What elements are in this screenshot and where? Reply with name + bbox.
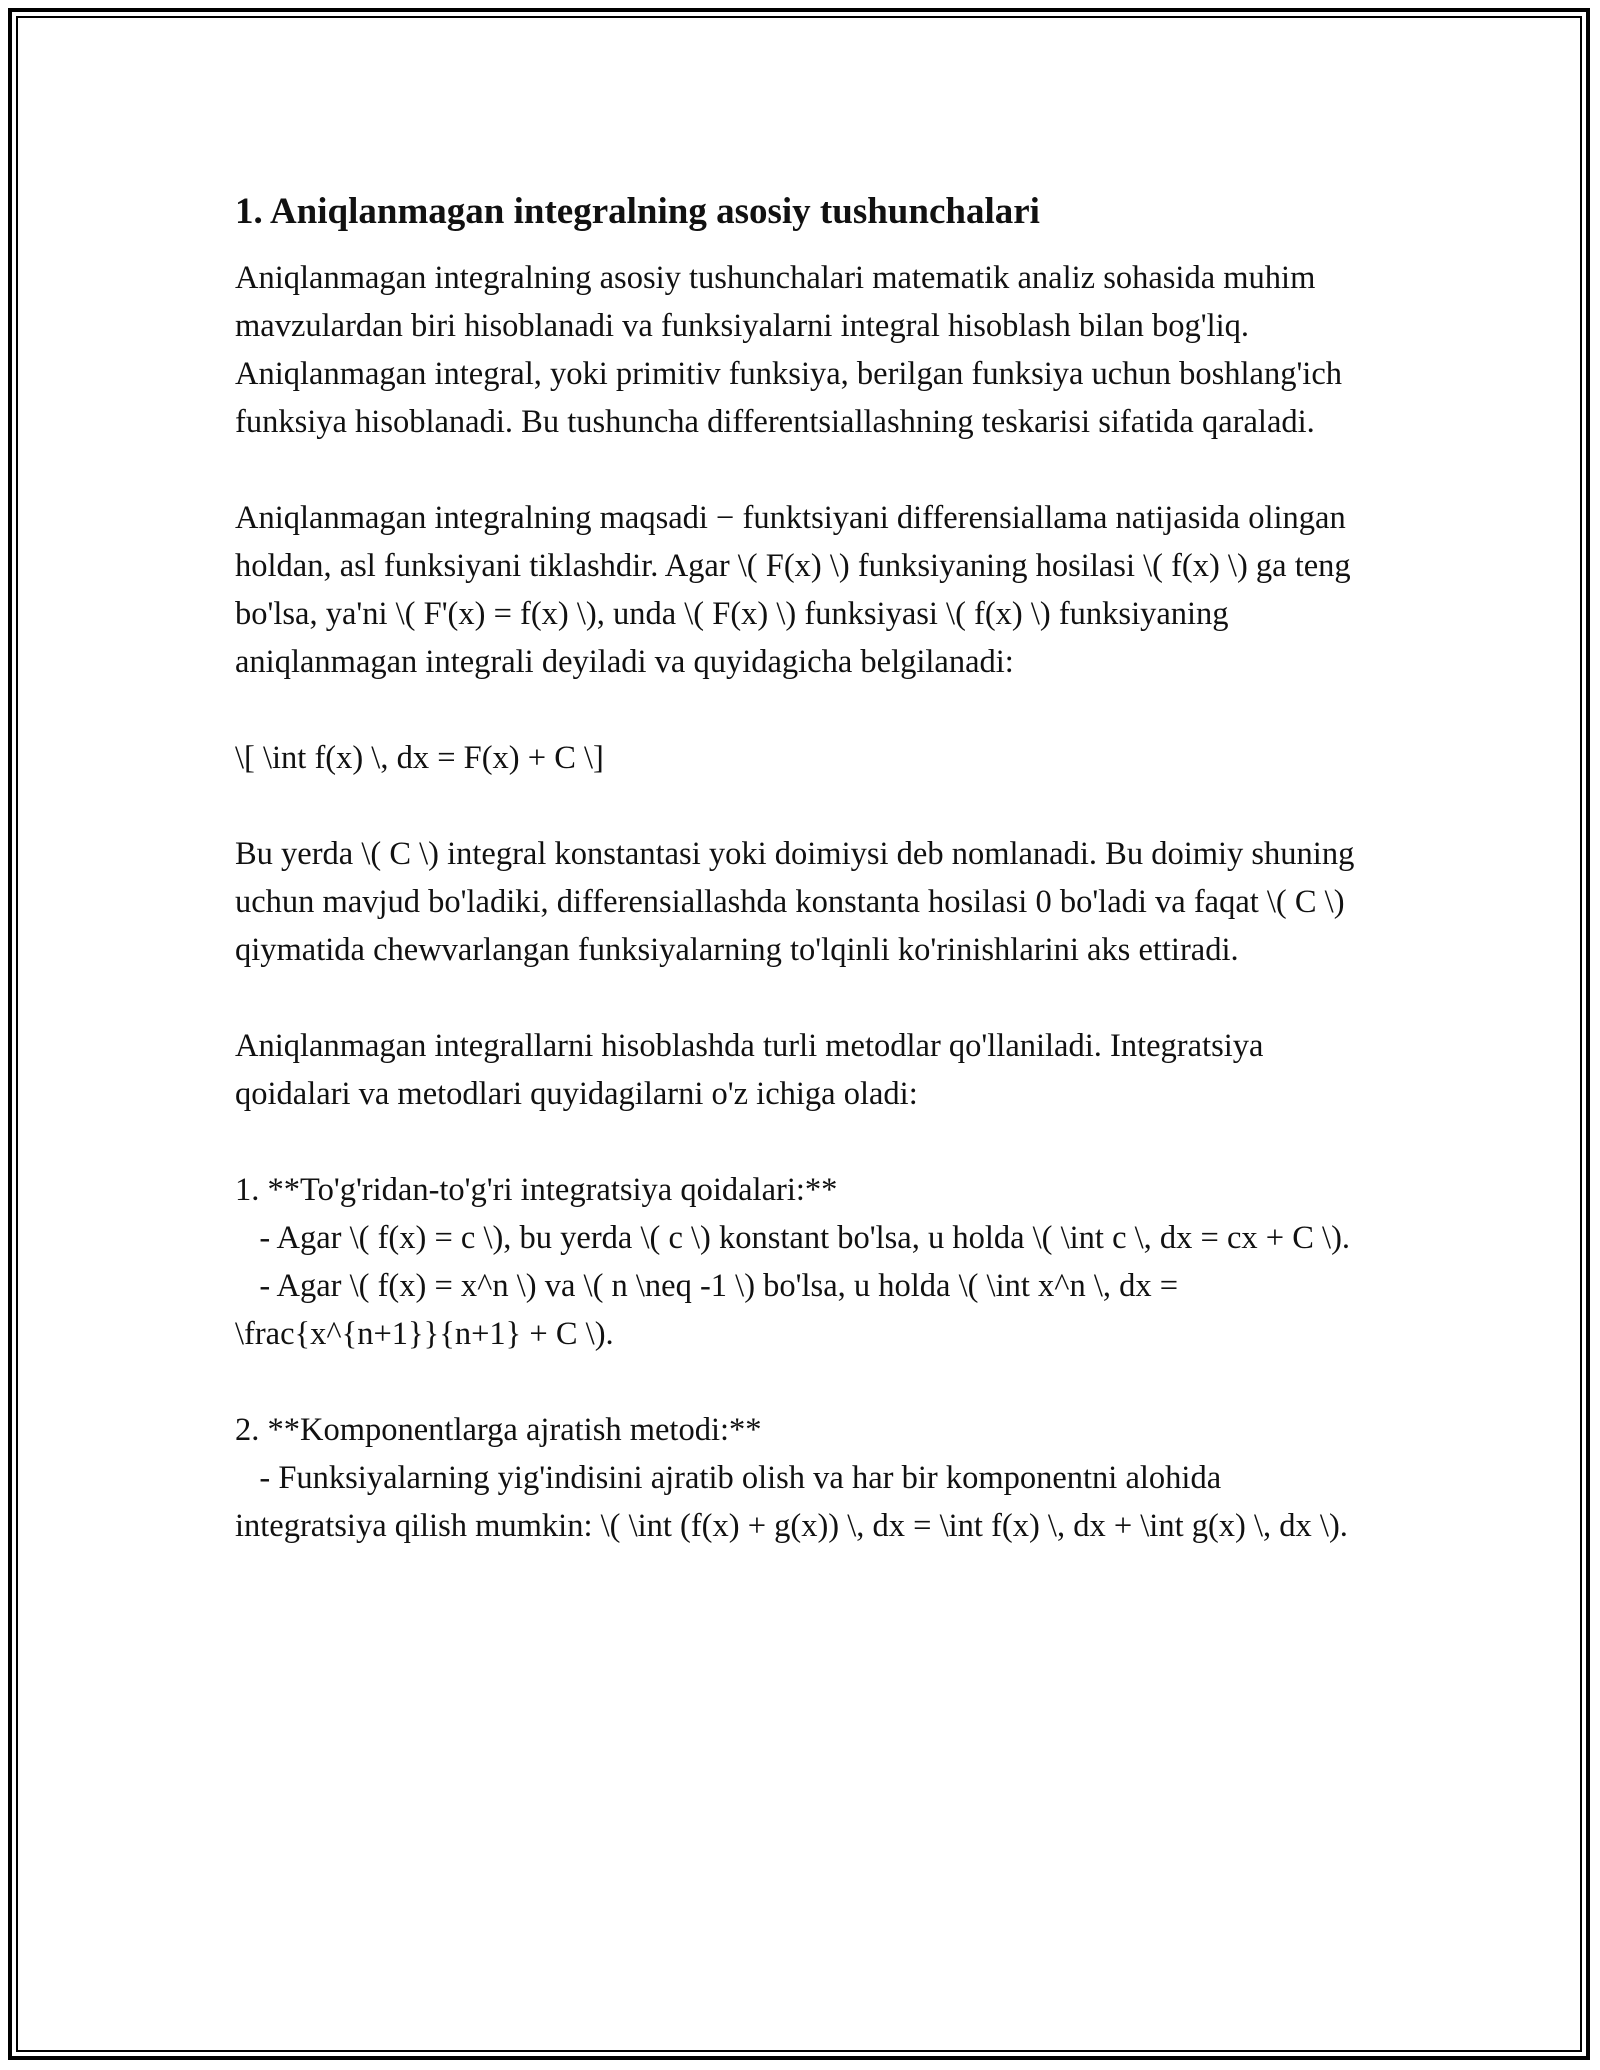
paragraph-spacer [235, 446, 1365, 494]
definition-paragraph: Aniqlanmagan integralning maqsadi − funktsiyani differensiallama natijasida olingan holdan, asl funksiyani tiklashdir. Agar \( F(x) \) funksiyaning hosilasi \( f(x) \) ga teng bo'lsa, ya'ni \( F'(x) = f(x) \), unda \( F(x) \) funksiyasi \( f(x) \) funksiyaning aniqlanmagan integrali deyiladi va quyidagicha belgilanadi: [235, 500, 1359, 680]
methods-intro-paragraph: Aniqlanmagan integrallarni hisoblashda turli metodlar qo'llaniladi. Integratsiya qoidalari va metodlari quyidagilarni o'z ichiga oladi: [235, 1028, 1272, 1112]
list-item-direct-integration: 1. **To'g'ridan-to'g'ri integratsiya qoidalari:** - Agar \( f(x) = c \), bu yerda \( c \) konstant bo'lsa, u holda \( \int c \, dx = cx + C \). - Agar \( f(x) = x^n \) va \( n \neq -1 \) bo'lsa, u holda \( \int x^n \, dx = \frac{x^{n+1}}{n+1} + C \). [235, 1172, 1351, 1352]
paragraph-spacer [235, 1118, 1365, 1166]
paragraph-spacer [235, 974, 1365, 1022]
document-body [235, 188, 1365, 1550]
section-heading: 1. Aniqlanmagan integralning asosiy tushunchalari [235, 191, 1040, 232]
constant-paragraph: Bu yerda \( C \) integral konstantasi yoki doimiysi deb nomlanadi. Bu doimiy shuning uchun mavjud bo'ladiki, differensiallashda konstanta hosilasi 0 bo'ladi va faqat \( C \) qiymatida chewvarlangan funksiyalarning to'lqinli ko'rinishlarini aks ettiradi. [235, 836, 1363, 968]
paragraph-spacer [235, 686, 1365, 734]
list-item-decomposition-method: 2. **Komponentlarga ajratish metodi:** - Funksiyalarning yig'indisini ajratib olish va har bir komponentni alohida integratsiya qilish mumkin: \( \int (f(x) + g(x)) \, dx = \int f(x) \, dx + \int g(x) \, dx \). [235, 1412, 1348, 1544]
intro-paragraph: Aniqlanmagan integralning asosiy tushunchalari matematik analiz sohasida muhim mavzulardan biri hisoblanadi va funksiyalarni integral hisoblash bilan bog'liq. Aniqlanmagan integral, yoki primitiv funksiya, berilgan funksiya uchun boshlang'ich funksiya hisoblanadi. Bu tushuncha differentsiallashning teskarisi sifatida qaraladi. [235, 260, 1351, 440]
paragraph-spacer [235, 782, 1365, 830]
paragraph-spacer [235, 1358, 1365, 1406]
integral-formula: \[ \int f(x) \, dx = F(x) + C \] [235, 740, 604, 776]
